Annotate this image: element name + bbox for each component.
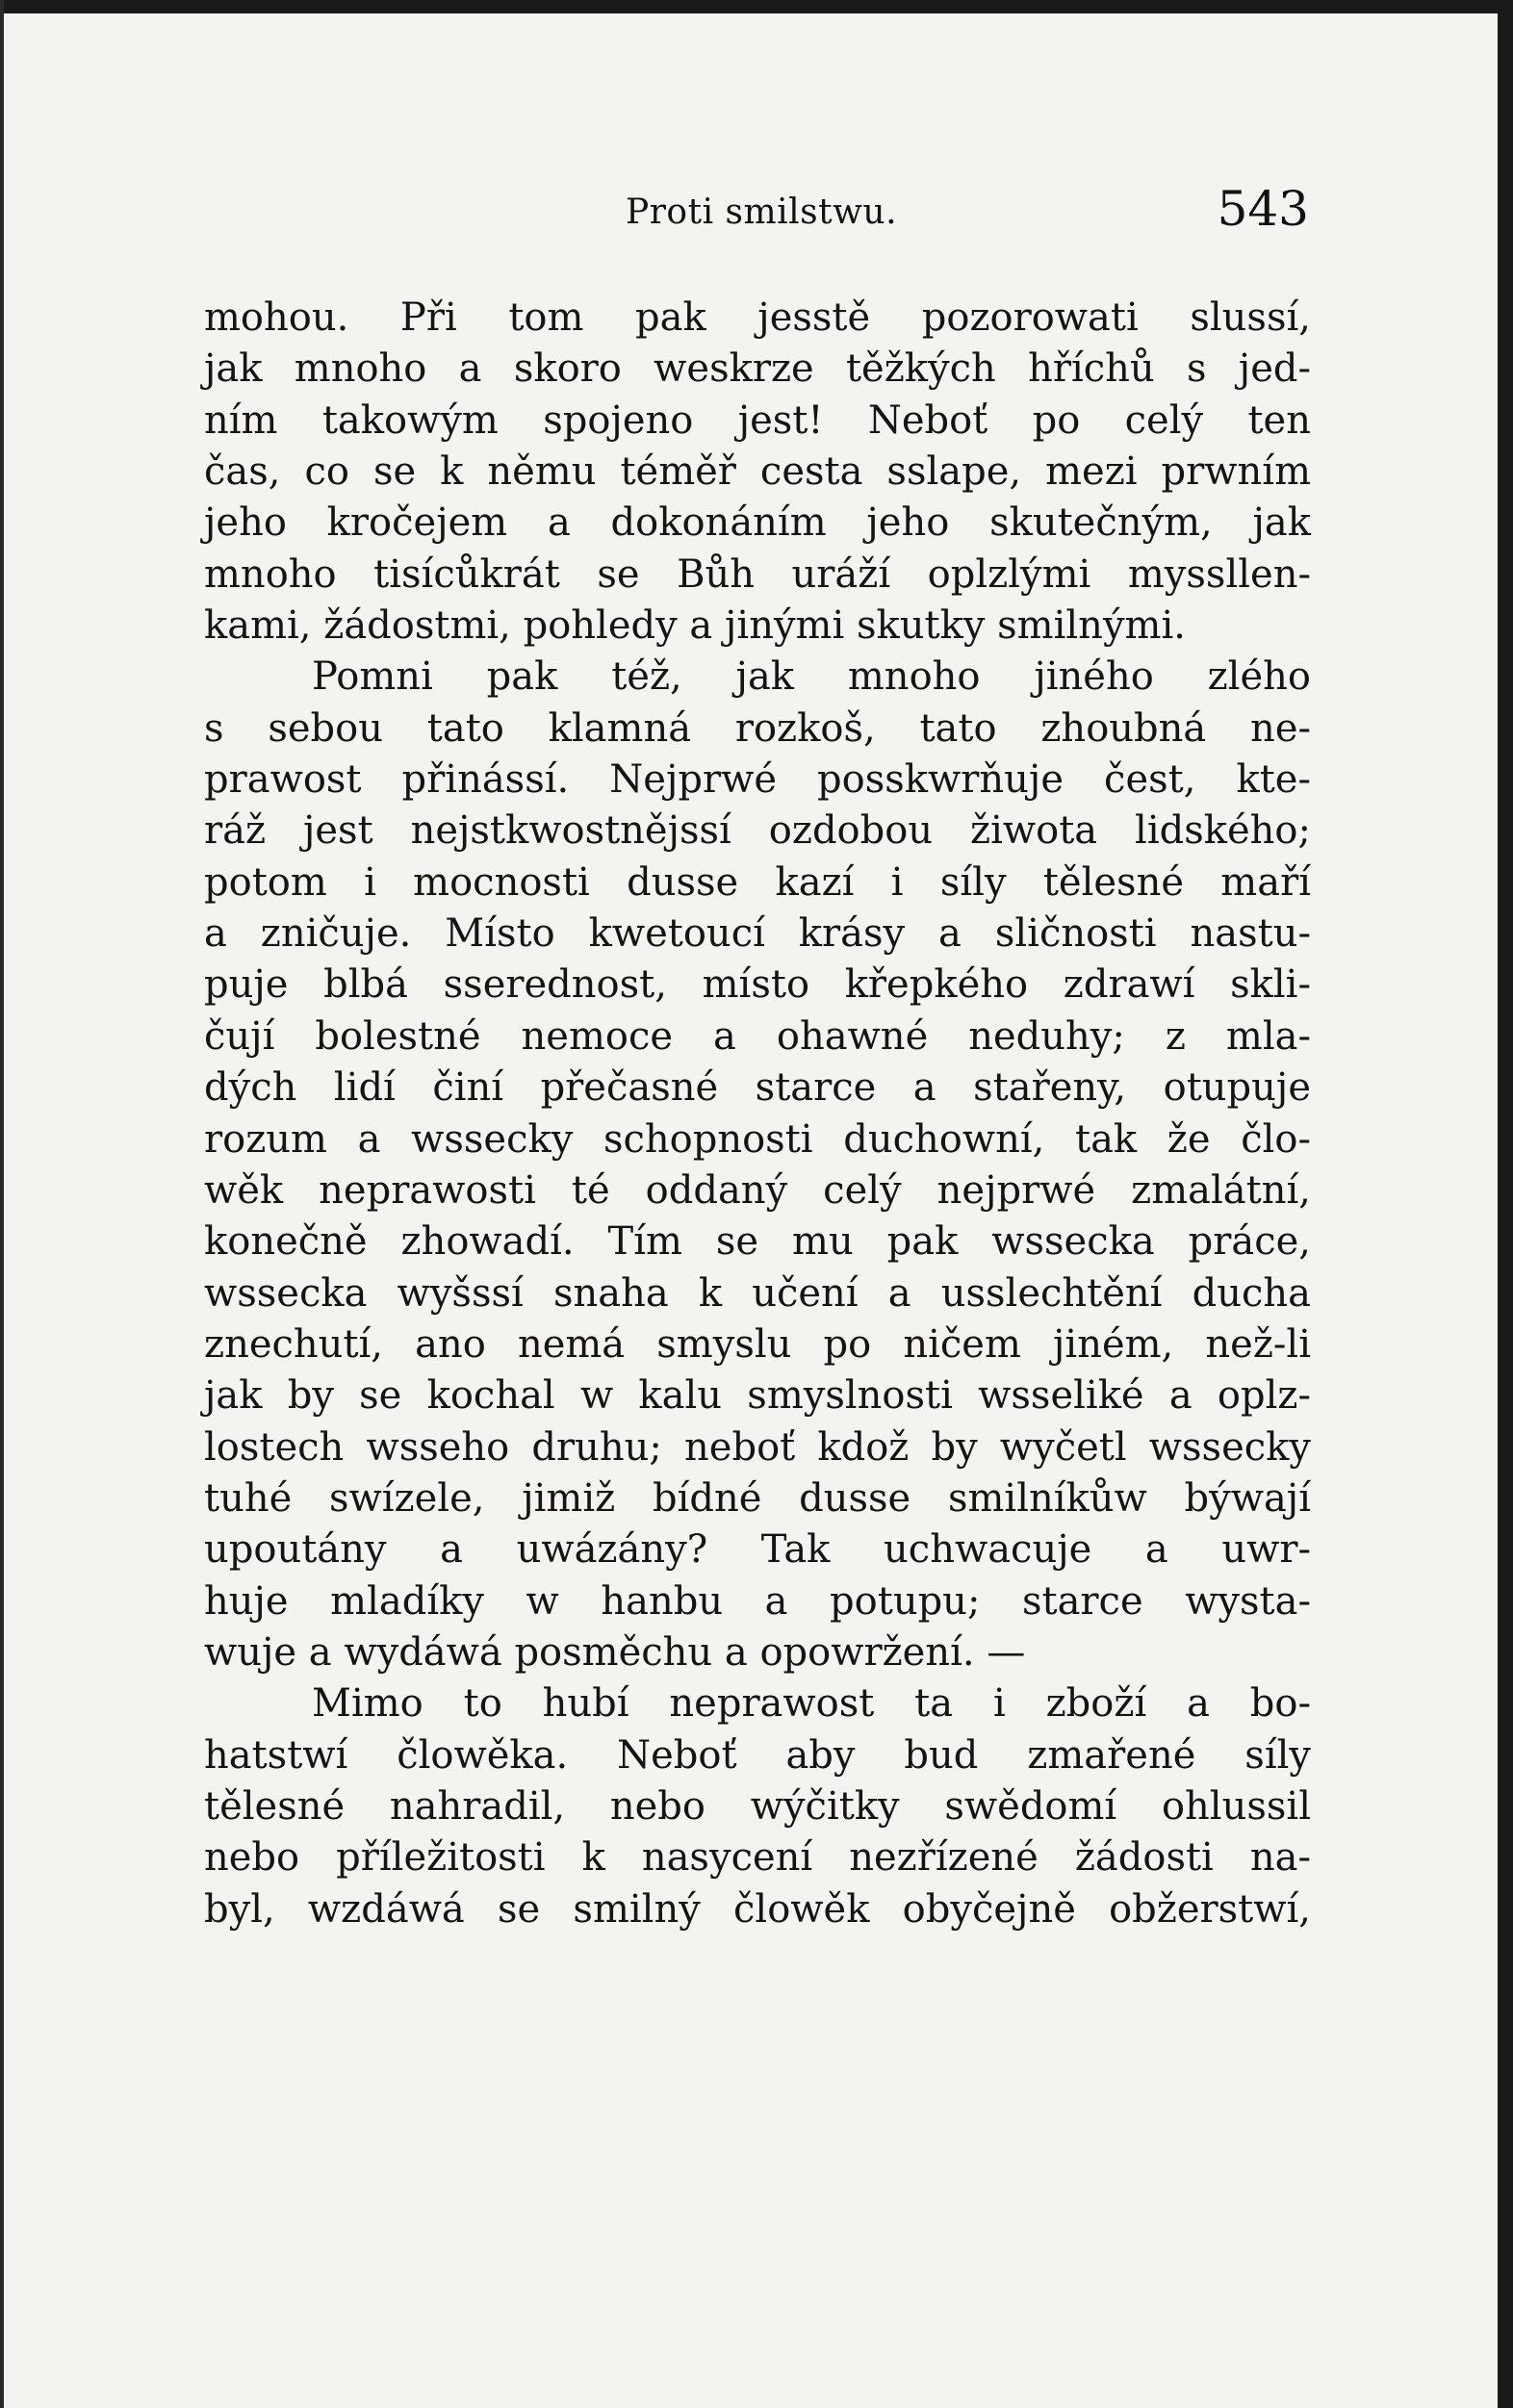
- text-line: wssecka wyšssí snaha k učení a usslechtění ducha: [204, 1270, 1311, 1316]
- scan-border-left: [0, 0, 4, 2408]
- text-line: hatstwí člowěka. Neboť aby bud zmařené síly: [204, 1732, 1311, 1778]
- text-line: potom i mocnosti dusse kazí i síly tělesné maří: [204, 859, 1311, 905]
- text-line: ráž jest nejstkwostnějssí ozdobou žiwota lidského;: [204, 808, 1311, 854]
- text-line: wuje a wydáwá posměchu a opowržení. —: [204, 1629, 1026, 1675]
- text-line: wěk neprawosti té oddaný celý nejprwé zmalátní,: [204, 1167, 1311, 1213]
- text-line: s sebou tato klamná rozkoš, tato zhoubná ne-: [204, 705, 1311, 751]
- text-line: rozum a wssecky schopnosti duchowní, tak že člo-: [204, 1116, 1311, 1162]
- text-line: ním takowým spojeno jest! Neboť po celý ten: [204, 397, 1311, 443]
- text-line: huje mladíky w hanbu a potupu; starce wysta-: [204, 1578, 1311, 1624]
- page-header: [202, 181, 1309, 248]
- scan-border-right: [1498, 0, 1513, 2408]
- text-line: prawost přinássí. Nejprwé posskwrňuje čest, kte-: [204, 757, 1311, 803]
- text-line: jak mnoho a skoro weskrze těžkých hříchů s jed-: [204, 346, 1311, 392]
- text-line: a zničuje. Místo kwetoucí krásy a sličnosti nastu-: [204, 911, 1311, 957]
- body-text: [204, 293, 1311, 1935]
- text-line: mohou. Při tom pak jesstě pozorowati slussí,: [204, 295, 1311, 340]
- text-line: lostech wsseho druhu; neboť kdož by wyčetl wssecky: [204, 1424, 1311, 1470]
- text-line: čují bolestné nemoce a ohawné neduhy; z mla-: [204, 1013, 1311, 1059]
- text-line: jak by se kochal w kalu smyslnosti wsseliké a oplz-: [204, 1373, 1311, 1419]
- page-number: 543: [1217, 181, 1309, 237]
- text-line: konečně zhowadí. Tím se mu pak wssecka práce,: [204, 1219, 1311, 1265]
- text-line: jeho kročejem a dokonáním jeho skutečným, jak: [204, 500, 1311, 546]
- text-line: Pomni pak též, jak mnoho jiného zlého: [312, 654, 1311, 700]
- text-line: mnoho tisícůkrát se Bůh uráží oplzlými myssllen-: [204, 551, 1311, 597]
- text-line: kami, žádostmi, pohledy a jinými skutky smilnými.: [204, 603, 1186, 649]
- text-line: znechutí, ano nemá smyslu po ničem jiném, než-li: [204, 1321, 1311, 1367]
- text-line: upoutány a uwázány? Tak uchwacuje a uwr-: [204, 1527, 1311, 1573]
- text-line: nebo příležitosti k nasycení nezřízené žádosti na-: [204, 1835, 1311, 1881]
- text-line: puje blbá sserednost, místo křepkého zdrawí skli-: [204, 962, 1311, 1008]
- text-line: tuhé swízele, jimiž bídné dusse smilníkůw býwají: [204, 1475, 1311, 1521]
- text-line: tělesné nahradil, nebo wýčitky swědomí ohlussil: [204, 1783, 1311, 1829]
- text-line: dých lidí činí přečasné starce a stařeny, otupuje: [204, 1065, 1311, 1111]
- scan-border-top: [0, 0, 1513, 13]
- text-line: byl, wzdáwá se smilný člowěk obyčejně obžerstwí,: [204, 1886, 1311, 1932]
- running-title: Proti smilstwu.: [626, 192, 898, 232]
- text-line: Mimo to hubí neprawost ta i zboží a bo-: [312, 1681, 1311, 1727]
- text-line: čas, co se k němu téměř cesta sslape, mezi prwním: [204, 449, 1311, 495]
